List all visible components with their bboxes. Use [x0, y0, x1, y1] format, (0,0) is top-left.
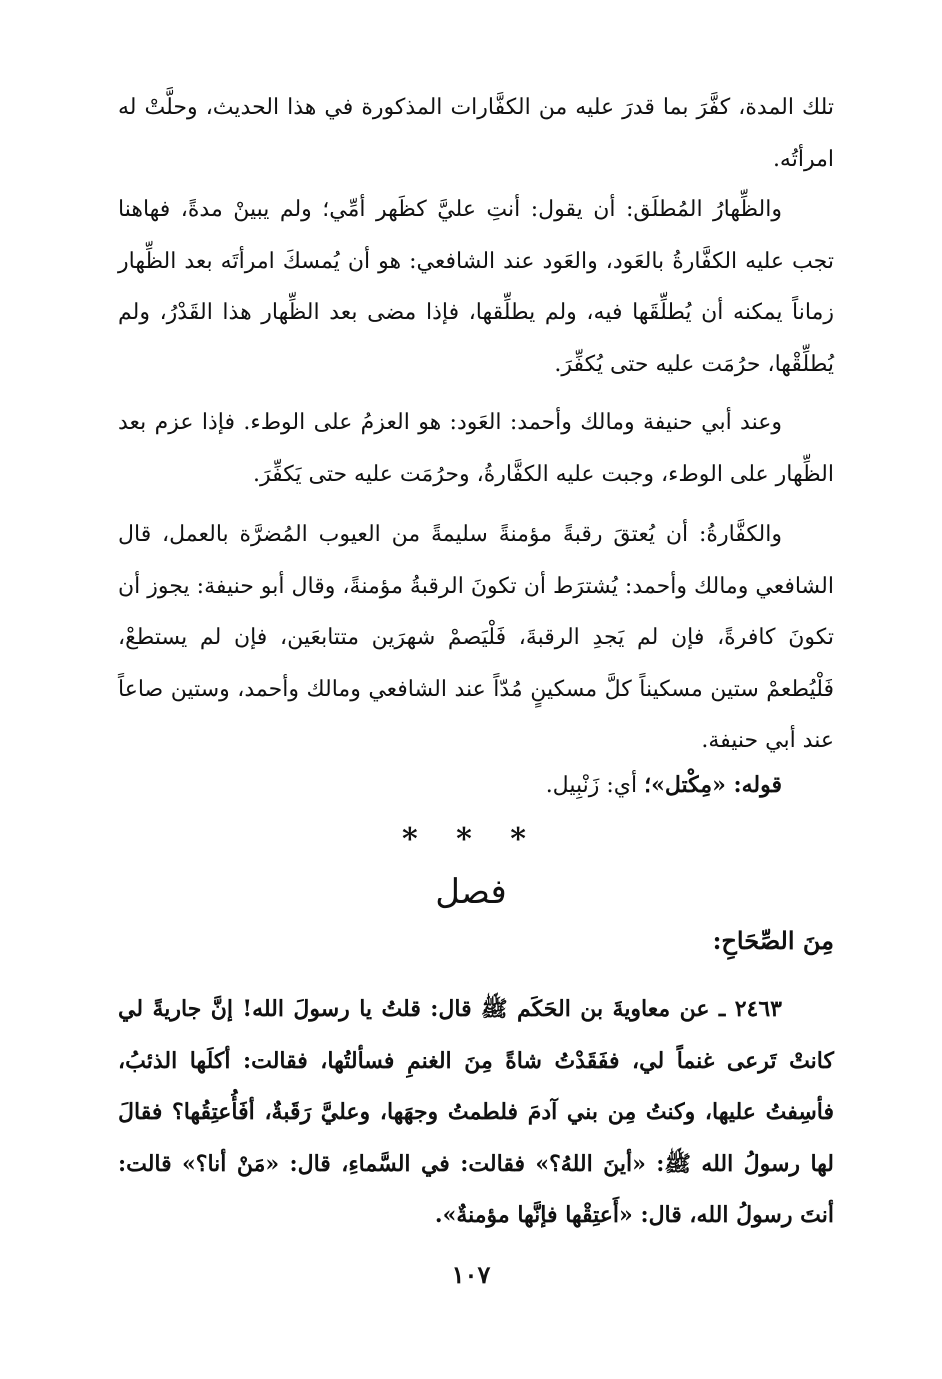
- paragraph-kaffara: [118, 509, 834, 779]
- gloss-line: [118, 760, 834, 824]
- hadith-block: [118, 984, 834, 1254]
- paragraph-hanafi-opinion: [118, 397, 834, 512]
- paragraph: والكفَّارةُ: أن يُعتقَ رقبةً مؤمنةً سليمةً من العيوب المُضرَّة بالعمل، قال الشافعي ومالك وأحمد: يُشترَط أن تكونَ الرقبةُ مؤمنةً، وقال أبو حنيفة: يجوز أن تكونَ كافرةً، فإن لم يَجدِ الرقبةَ، فَلْيَصمْ شهرَين متتابعَين، فإن لم يستطعْ، فَلْيُطعمْ ستين مسكيناً كلَّ مسكينٍ مُدّاً عند الشافعي ومالك وأحمد، وستين صاعاً عند أبي حنيفة.: [118, 522, 834, 753]
- source-label: مِنَ الصِّحَاحِ:: [712, 926, 834, 955]
- section-separator: * * *: [402, 822, 540, 857]
- gloss-label: قوله: «مِكْتل»؛: [644, 772, 782, 798]
- hadith-text: ٢٤٦٣ ـ عن معاويةَ بن الحَكَم ﷺ قال: قلتُ يا رسولَ الله! إنَّ جاريةً لي كانتْ تَرعى غنماً لي، ففَقَدْتُ شاةً مِنَ الغنمِ فسألتُها، فقالت: أكلَها الذئبُ، فأسِفتُ عليها، وكنتُ مِن بني آدمَ فلطمتُ وجهَها، وعليَّ رَقَبةٌ، أفَأُعتِقُها؟ فقالَ لها رسولُ الله ﷺ: «أينَ اللهُ؟» فقالت: في السَّماءِ، قال: «مَنْ أنا؟» قالت: أنتَ رسولُ الله، قال: «أَعتِقْها فإنَّها مؤمنةٌ».: [118, 996, 834, 1228]
- page-number: ١٠٧: [451, 1260, 491, 1289]
- paragraph-zihar-mutlaq: [118, 184, 834, 402]
- gloss-text: أي: زَنْبِيل.: [545, 773, 645, 798]
- gloss-paragraph: [118, 760, 834, 812]
- paragraph: والظِّهارُ المُطلَق: أن يقول: أنتِ عليَّ كظَهر أمِّي؛ ولم يبينْ مدةً، فهاهنا تجب عليه الكفَّارةُ بالعَود، والعَود عند الشافعي: هو أن يُمسكَ امرأتَه بعد الظِّهار زماناً يمكنه أن يُطلِّقَها فيه، ولم يطلِّقها، فإذا مضى بعد الظِّهار هذا القَدْرُ، ولم يُطلِّقْها، حرُمَت عليه حتى يُكفِّرَ.: [118, 197, 834, 377]
- section-title: فصل: [435, 872, 507, 912]
- paragraph: تلك المدة، كفَّرَ بما قدرَ عليه من الكفَّارات المذكورة في هذا الحديث، وحلَّتْ له امرأتُه.: [118, 95, 834, 172]
- paragraph-continuation: [118, 82, 834, 197]
- paragraph: وعند أبي حنيفة ومالك وأحمد: العَود: هو العزمُ على الوطء. فإذا عزم بعد الظِّهار على الوطء، وجبت عليه الكفَّارةُ، وحرُمَت عليه حتى يَكفِّرَ.: [118, 410, 834, 487]
